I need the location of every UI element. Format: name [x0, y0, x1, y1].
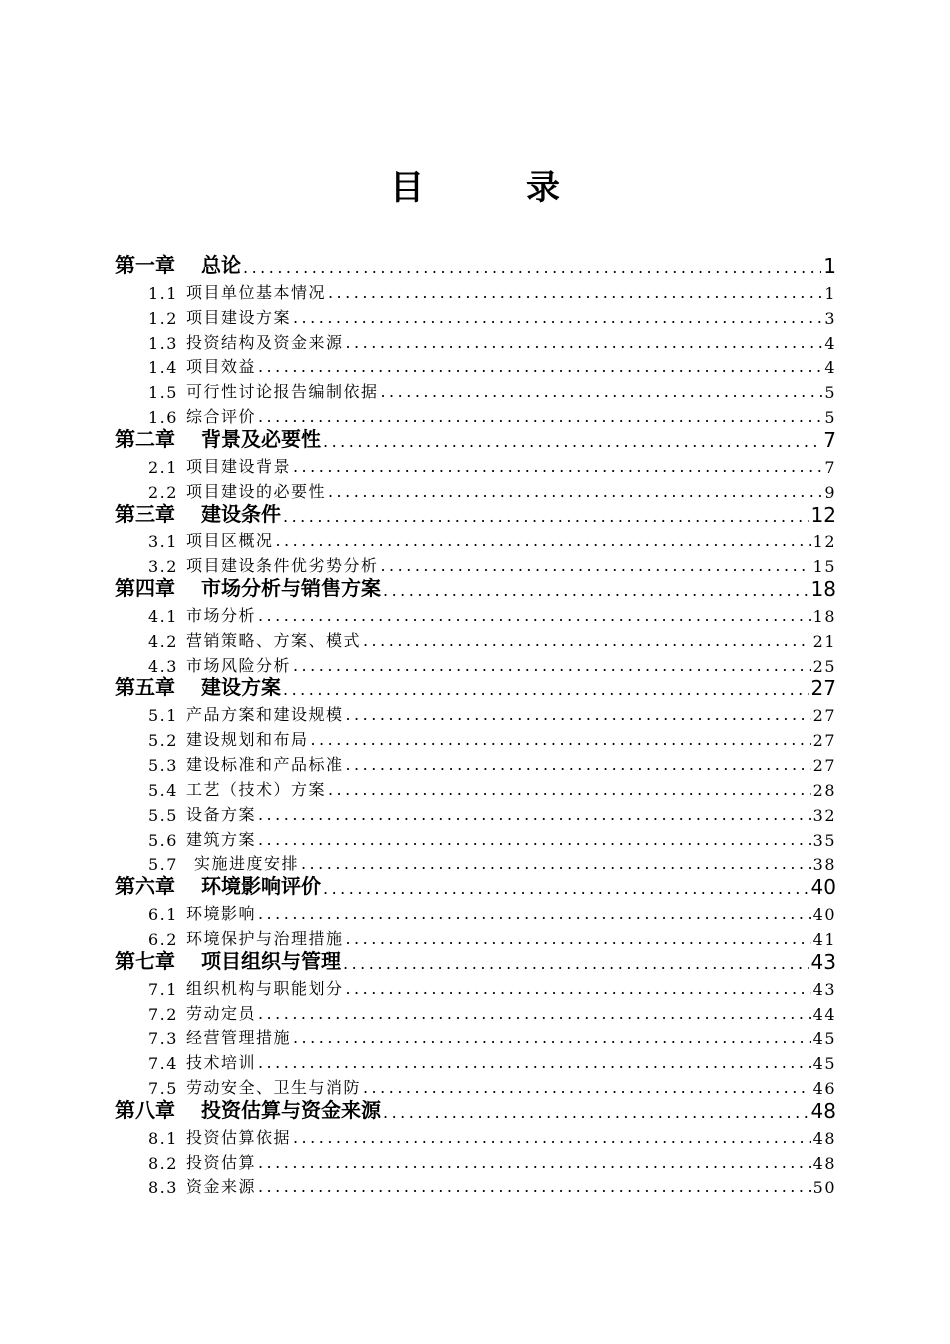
toc-entry-label: 项目建设条件优劣势分析: [185, 556, 379, 575]
toc-section-entry[interactable]: [148, 652, 836, 676]
toc-entry-page-number: 45: [812, 1029, 836, 1048]
toc-entry-number: 2.2: [148, 483, 178, 502]
toc-section-entry[interactable]: [148, 403, 836, 427]
toc-entry-number: 第五章: [115, 676, 175, 699]
toc-entry-page-number: 1: [824, 284, 836, 303]
toc-section-entry[interactable]: [148, 701, 836, 725]
toc-chapter-entry[interactable]: [115, 428, 836, 452]
dot-leader: [323, 432, 821, 452]
toc-entry-label: 项目建设背景: [185, 457, 291, 476]
toc-section-entry[interactable]: [148, 850, 836, 874]
toc-section-entry[interactable]: [148, 751, 836, 775]
toc-entry-number: 4.2: [148, 632, 178, 651]
dot-leader: [283, 507, 809, 527]
toc-entry-page-number: 48: [812, 1129, 836, 1148]
toc-entry-label: 投资估算: [185, 1153, 256, 1172]
toc-entry-number: 第六章: [115, 875, 175, 898]
toc-entry-number: 1.4: [148, 358, 178, 377]
toc-chapter-entry[interactable]: [115, 1099, 836, 1123]
toc-section-entry[interactable]: [148, 1124, 836, 1148]
dot-leader: [283, 680, 809, 700]
dot-leader: [328, 780, 811, 800]
toc-entry-label: 背景及必要性: [201, 428, 321, 451]
toc-section-entry[interactable]: [148, 552, 836, 576]
toc-entry-number: 7.1: [148, 980, 178, 999]
toc-entry-label: 环境影响评价: [201, 875, 321, 898]
toc-entry-number: 1.2: [148, 309, 178, 328]
dot-leader: [301, 854, 811, 874]
dot-leader: [328, 283, 822, 303]
toc-entry-number: 4.3: [148, 657, 178, 676]
dot-leader: [310, 730, 810, 750]
toc-entry-label: 总论: [201, 254, 241, 277]
toc-entry-label: 建设方案: [201, 676, 281, 699]
dot-leader: [383, 581, 809, 601]
toc-entry-number: 第三章: [115, 503, 175, 526]
toc-section-entry[interactable]: [148, 329, 836, 353]
dot-leader: [258, 357, 822, 377]
dot-leader: [293, 1128, 811, 1148]
toc-entry-label: 建设规划和布局: [185, 730, 309, 749]
toc-entry-label: 建设条件: [201, 503, 281, 526]
toc-entry-label: 资金来源: [185, 1177, 256, 1196]
toc-entry-number: 8.3: [148, 1178, 178, 1197]
toc-entry-page-number: 46: [812, 1079, 836, 1098]
toc-entry-number: 6.1: [148, 905, 178, 924]
page-title: 目 录: [390, 168, 594, 208]
toc-section-entry[interactable]: [148, 353, 836, 377]
toc-section-entry[interactable]: [148, 925, 836, 949]
toc-entry-number: 第七章: [115, 950, 175, 973]
toc-entry-number: 4.1: [148, 607, 178, 626]
toc-entry-page-number: 27: [812, 731, 836, 750]
toc-entry-page-number: 7: [824, 458, 836, 477]
toc-chapter-entry[interactable]: [115, 676, 836, 700]
toc-entry-number: 第四章: [115, 577, 175, 600]
toc-entry-page-number: 41: [812, 930, 836, 949]
toc-chapter-entry[interactable]: [115, 254, 836, 278]
dot-leader: [345, 979, 810, 999]
toc-entry-page-number: 5: [824, 383, 836, 402]
toc-section-entry[interactable]: [148, 900, 836, 924]
toc-section-entry[interactable]: [148, 1049, 836, 1073]
dot-leader: [258, 805, 811, 825]
toc-section-entry[interactable]: [148, 304, 836, 328]
toc-entry-number: 第八章: [115, 1099, 175, 1122]
dot-leader: [323, 879, 809, 899]
toc-entry-number: 6.2: [148, 930, 178, 949]
dot-leader: [380, 382, 822, 402]
toc-section-entry[interactable]: [148, 1173, 836, 1197]
toc-entry-page-number: 28: [812, 781, 836, 800]
toc-entry-label: 产品方案和建设规模: [185, 705, 344, 724]
toc-section-entry[interactable]: [148, 478, 836, 502]
toc-entry-label: 组织机构与职能划分: [185, 979, 344, 998]
dot-leader: [243, 258, 821, 278]
toc-entry-label: 工艺（技术）方案: [185, 780, 326, 799]
toc-entry-number: 5.3: [148, 756, 178, 775]
toc-entry-label: 劳动定员: [185, 1004, 256, 1023]
toc-entry-label: 项目组织与管理: [201, 950, 341, 973]
toc-entry-page-number: 45: [812, 1054, 836, 1073]
toc-entry-number: 第二章: [115, 428, 175, 451]
toc-entry-number: 1.6: [148, 408, 178, 427]
dot-leader: [363, 1078, 811, 1098]
dot-leader: [345, 705, 810, 725]
toc-entry-number: 1.5: [148, 383, 178, 402]
toc-entry-number: 1.1: [148, 284, 178, 303]
toc-entry-label: 项目效益: [185, 357, 256, 376]
dot-leader: [258, 1053, 811, 1073]
toc-chapter-entry[interactable]: [115, 577, 836, 601]
toc-section-entry[interactable]: [148, 726, 836, 750]
toc-section-entry[interactable]: [148, 975, 836, 999]
toc-entry-label: 可行性讨论报告编制依据: [185, 382, 379, 401]
dot-leader: [258, 1153, 811, 1173]
toc-section-entry[interactable]: [148, 602, 836, 626]
toc-entry-label: 综合评价: [185, 407, 256, 426]
toc-entry-label: 项目建设方案: [185, 308, 291, 327]
toc-entry-label: 实施进度安排: [193, 854, 299, 873]
toc-entry-label: 环境保护与治理措施: [185, 929, 344, 948]
toc-entry-page-number: 9: [824, 483, 836, 502]
toc-entry-label: 项目单位基本情况: [185, 283, 326, 302]
toc-section-entry[interactable]: [148, 1074, 836, 1098]
toc-entry-page-number: 5: [824, 408, 836, 427]
dot-leader: [328, 482, 822, 502]
toc-chapter-entry[interactable]: [115, 875, 836, 899]
toc-entry-label: 市场风险分析: [185, 656, 291, 675]
toc-entry-label: 营销策略、方案、模式: [185, 631, 361, 650]
dot-leader: [258, 904, 811, 924]
toc-section-entry[interactable]: [148, 1024, 836, 1048]
toc-entry-number: 7.3: [148, 1029, 178, 1048]
toc-section-entry[interactable]: [148, 1000, 836, 1024]
toc-entry-number: 7.4: [148, 1054, 178, 1073]
dot-leader: [345, 755, 810, 775]
toc-entry-label: 项目建设的必要性: [185, 482, 326, 501]
toc-entry-label: 市场分析: [185, 606, 256, 625]
dot-leader: [293, 457, 822, 477]
toc-entry-page-number: 27: [812, 756, 836, 775]
toc-entry-number: 5.2: [148, 731, 178, 750]
toc-entry-page-number: 43: [810, 950, 836, 974]
toc-entry-number: 第一章: [115, 254, 175, 277]
dot-leader: [258, 1004, 811, 1024]
toc-entry-page-number: 4: [824, 334, 836, 353]
toc-entry-page-number: 12: [812, 532, 836, 551]
toc-entry-label: 劳动安全、卫生与消防: [185, 1078, 361, 1097]
toc-entry-number: 7.5: [148, 1079, 178, 1098]
toc-entry-page-number: 43: [812, 980, 836, 999]
toc-entry-number: 5.5: [148, 806, 178, 825]
dot-leader: [345, 929, 810, 949]
toc-entry-label: 项目区概况: [185, 531, 274, 550]
toc-entry-page-number: 12: [810, 503, 836, 527]
toc-section-entry[interactable]: [148, 1149, 836, 1173]
dot-leader: [275, 531, 810, 551]
dot-leader: [258, 407, 822, 427]
toc-entry-page-number: 50: [812, 1178, 836, 1197]
toc-entry-page-number: 18: [810, 577, 836, 601]
dot-leader: [293, 656, 811, 676]
toc-entry-page-number: 25: [812, 657, 836, 676]
toc-entry-number: 7.2: [148, 1005, 178, 1024]
toc-entry-page-number: 18: [812, 607, 836, 626]
toc-entry-page-number: 44: [812, 1005, 836, 1024]
toc-entry-page-number: 15: [812, 557, 836, 576]
toc-entry-page-number: 7: [823, 428, 836, 452]
toc-entry-label: 市场分析与销售方案: [201, 577, 381, 600]
toc-chapter-entry[interactable]: [115, 503, 836, 527]
toc-entry-page-number: 35: [812, 831, 836, 850]
dot-leader: [383, 1103, 809, 1123]
dot-leader: [380, 556, 810, 576]
toc-entry-label: 环境影响: [185, 904, 256, 923]
toc-entry-page-number: 40: [810, 875, 836, 899]
toc-entry-number: 5.7: [148, 855, 178, 874]
dot-leader: [293, 308, 822, 328]
dot-leader: [258, 830, 811, 850]
dot-leader: [293, 1028, 811, 1048]
toc-chapter-entry[interactable]: [115, 950, 836, 974]
toc-entry-number: 5.4: [148, 781, 178, 800]
dot-leader: [363, 631, 811, 651]
toc-entry-label: 建设标准和产品标准: [185, 755, 344, 774]
toc-entry-label: 经营管理措施: [185, 1028, 291, 1047]
toc-entry-page-number: 48: [812, 1154, 836, 1173]
dot-leader: [258, 606, 811, 626]
toc-section-entry[interactable]: [148, 527, 836, 551]
toc-entry-page-number: 4: [824, 358, 836, 377]
toc-entry-label: 设备方案: [185, 805, 256, 824]
toc-entry-number: 2.1: [148, 458, 178, 477]
toc-entry-page-number: 32: [812, 806, 836, 825]
toc-entry-page-number: 48: [810, 1099, 836, 1123]
toc-entry-number: 3.1: [148, 532, 178, 551]
toc-entry-page-number: 3: [824, 309, 836, 328]
toc-entry-label: 技术培训: [185, 1053, 256, 1072]
toc-entry-label: 建筑方案: [185, 830, 256, 849]
toc-entry-label: 投资估算与资金来源: [201, 1099, 381, 1122]
toc-entry-page-number: 1: [823, 254, 836, 278]
toc-entry-page-number: 27: [810, 676, 836, 700]
toc-entry-number: 5.6: [148, 831, 178, 850]
toc-entry-number: 8.1: [148, 1129, 178, 1148]
toc-entry-number: 1.3: [148, 334, 178, 353]
toc-section-entry[interactable]: [148, 801, 836, 825]
toc-entry-page-number: 21: [812, 632, 836, 651]
dot-leader: [343, 954, 809, 974]
toc-entry-page-number: 38: [812, 855, 836, 874]
toc-section-entry[interactable]: [148, 776, 836, 800]
toc-section-entry[interactable]: [148, 378, 836, 402]
toc-section-entry[interactable]: [148, 826, 836, 850]
toc-entry-label: 投资结构及资金来源: [185, 333, 344, 352]
toc-entry-number: 8.2: [148, 1154, 178, 1173]
dot-leader: [258, 1177, 811, 1197]
toc-section-entry[interactable]: [148, 627, 836, 651]
dot-leader: [345, 333, 822, 353]
toc-section-entry[interactable]: [148, 279, 836, 303]
toc-entry-page-number: 27: [812, 706, 836, 725]
toc-entry-number: 5.1: [148, 706, 178, 725]
toc-section-entry[interactable]: [148, 453, 836, 477]
toc-entry-label: 投资估算依据: [185, 1128, 291, 1147]
toc-entry-page-number: 40: [812, 905, 836, 924]
toc-entry-number: 3.2: [148, 557, 178, 576]
